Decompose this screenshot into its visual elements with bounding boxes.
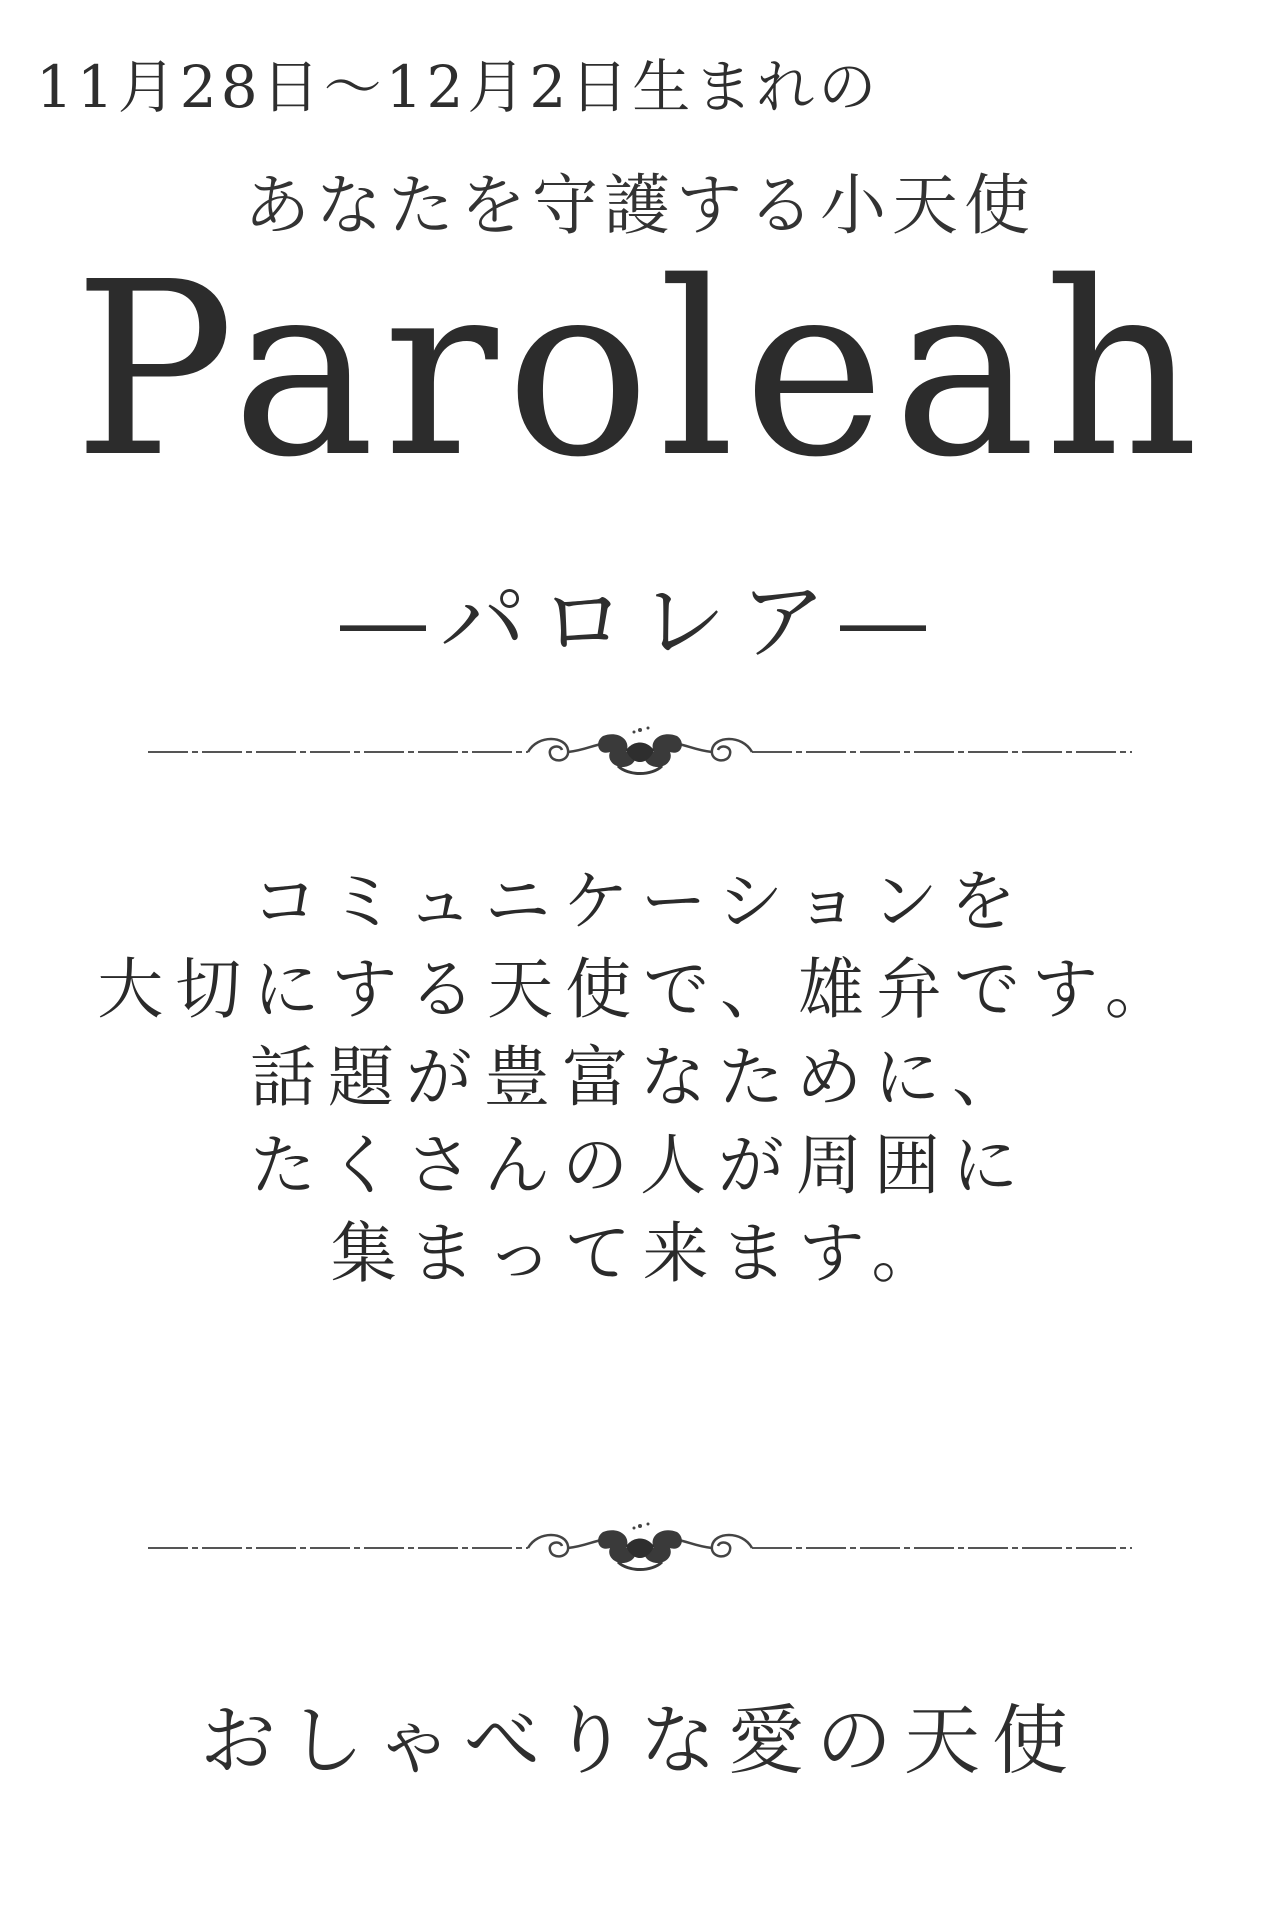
ornamental-divider-top: [148, 722, 1132, 782]
subtitle: あなたを守護する小天使: [244, 167, 1036, 244]
angel-name-title: Paroleah: [73, 230, 1207, 510]
ornamental-divider-bottom: [148, 1518, 1132, 1578]
description-line: 話題が豊富なために、: [250, 1039, 1030, 1116]
description-line: 集まって来ます。: [330, 1215, 950, 1292]
angel-name-kana: ―パロレア―: [340, 572, 940, 672]
description-line: コミュニケーションを: [251, 863, 1029, 940]
description-text: [0, 858, 1280, 1298]
closing-tagline: おしゃべりな愛の天使: [200, 1696, 1080, 1785]
birth-date-range: 11月28日～12月2日生まれの: [36, 53, 881, 121]
description-line: 大切にする天使で、雄弁です。: [97, 951, 1183, 1028]
description-line: たくさんの人が周囲に: [250, 1127, 1030, 1204]
